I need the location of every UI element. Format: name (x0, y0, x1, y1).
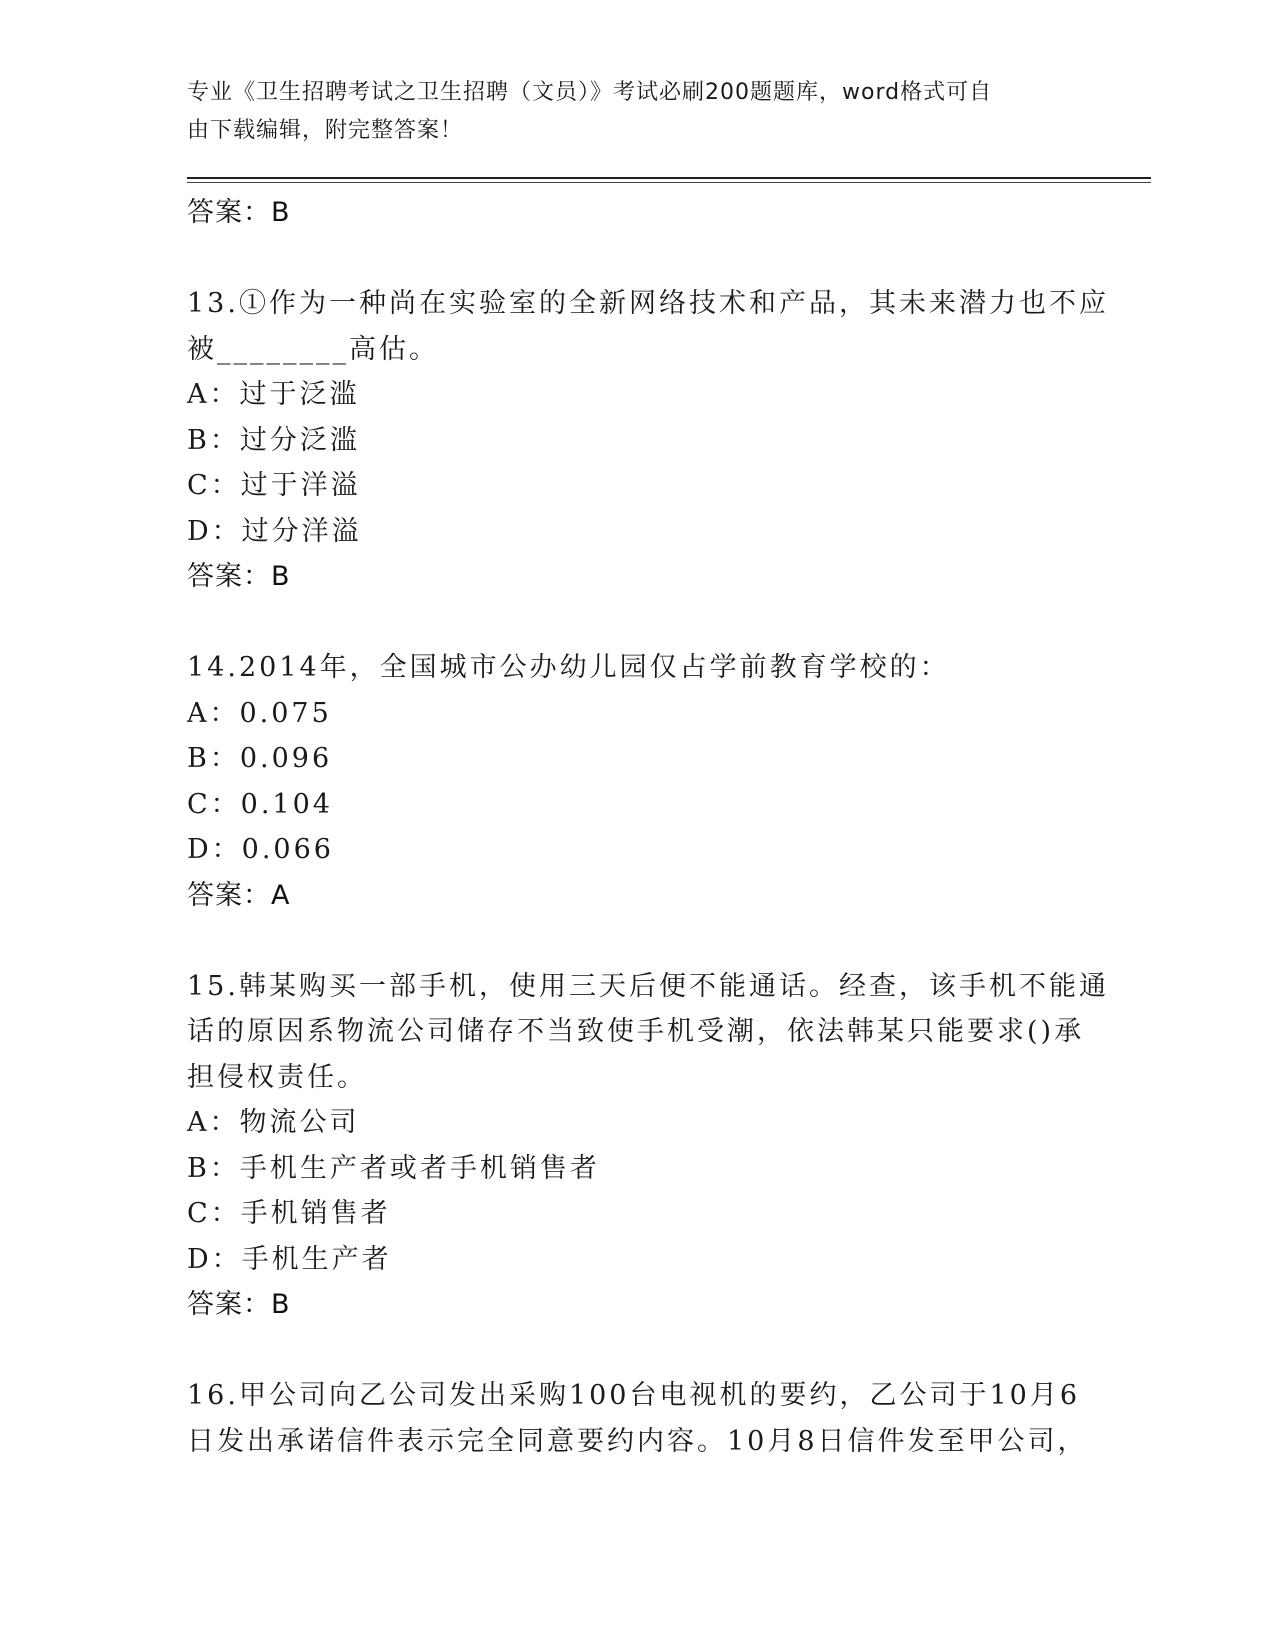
question-stem: 担侵权责任。 (187, 1061, 367, 1093)
option-a: A：物流公司 (187, 1107, 360, 1138)
question-14 (187, 645, 1087, 918)
option-c: C：手机销售者 (187, 1198, 391, 1229)
option-b: B：手机生产者或者手机销售者 (187, 1152, 600, 1184)
header-line-2: 由下载编辑，附完整答案！ (187, 118, 464, 143)
question-15 (187, 964, 1109, 1328)
spacer (187, 918, 1087, 964)
header-divider-thick (187, 177, 1151, 179)
spacer (187, 236, 1087, 282)
option-c: C：过于洋溢 (187, 470, 361, 501)
question-stem: 被________高估。 (187, 333, 439, 365)
answer-label: 答案：A (187, 879, 291, 911)
question-stem: 14.2014年，全国城市公办幼儿园仅占学前教育学校的： (187, 652, 950, 683)
question-stem: 话的原因系物流公司储存不当致使手机受潮，依法韩某只能要求()承 (187, 1016, 1085, 1047)
option-d: D：手机生产者 (187, 1243, 392, 1275)
header-line-1: 专业《卫生招聘考试之卫生招聘（文员）》考试必刷200题题库，word格式可自 (187, 80, 993, 105)
question-stem: 15.韩某购买一部手机，使用三天后便不能通话。经查，该手机不能通 (187, 970, 1109, 1002)
question-13 (187, 281, 1109, 600)
question-stem: 日发出承诺信件表示完全同意要约内容。10月8日信件发至甲公司， (187, 1425, 1088, 1457)
question-stem: 16.甲公司向乙公司发出采购100台电视机的要约，乙公司于10月6 (187, 1380, 1081, 1411)
question-stem: 13.①作为一种尚在实验室的全新网络技术和产品，其未来潜力也不应 (187, 288, 1109, 319)
spacer (187, 1328, 1087, 1374)
option-a: A：0.075 (187, 697, 332, 729)
option-a: A：过于泛滥 (187, 379, 360, 410)
answer-label: 答案：B (187, 561, 291, 592)
option-b: B：过分泛滥 (187, 424, 360, 456)
spacer (187, 600, 1087, 646)
answer-label: 答案：B (187, 1289, 291, 1320)
question-list (187, 190, 1109, 1464)
question-16 (187, 1373, 1087, 1464)
header-divider-thin (187, 182, 1151, 183)
option-d: D：0.066 (187, 834, 334, 865)
option-b: B：0.096 (187, 743, 333, 774)
option-c: C：0.104 (187, 788, 333, 820)
previous-answer: 答案：B (187, 197, 291, 228)
page-header (187, 74, 1067, 150)
option-d: D：过分洋溢 (187, 515, 362, 547)
